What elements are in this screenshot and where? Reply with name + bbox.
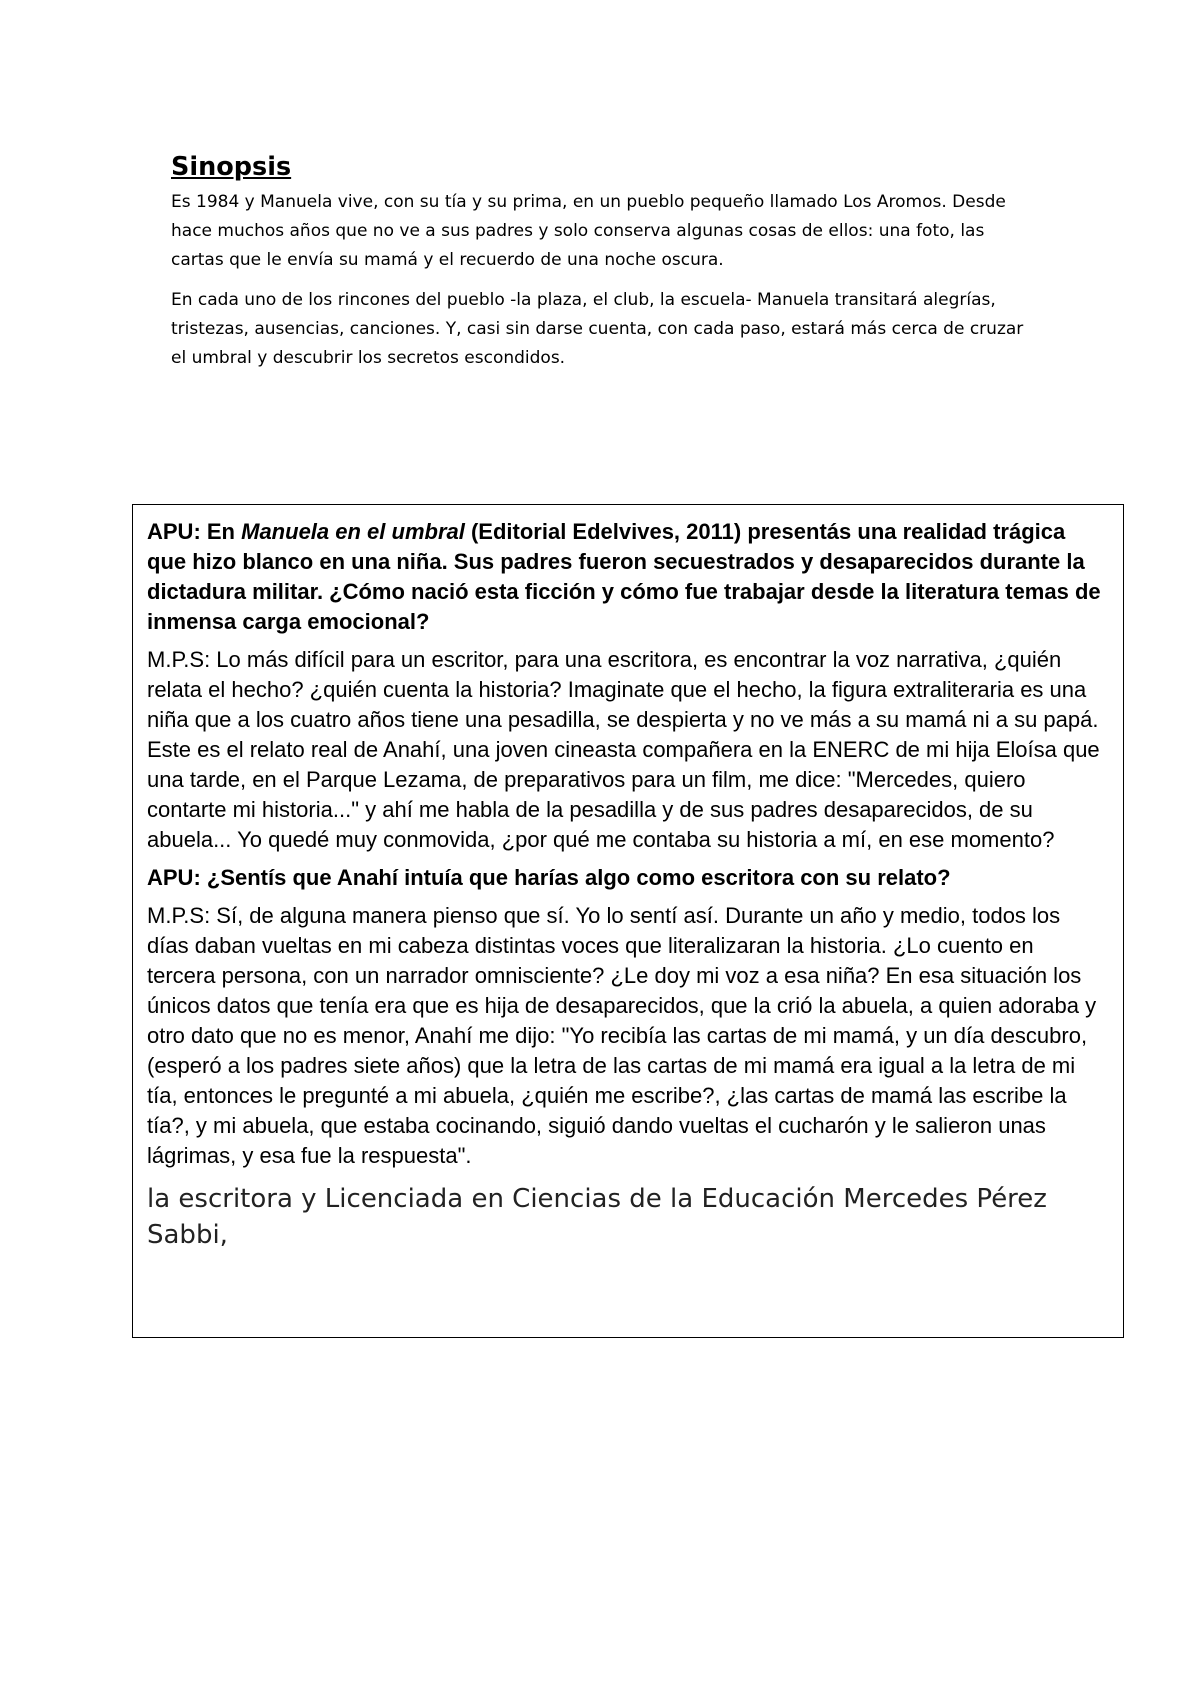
synopsis-paragraph-1: Es 1984 y Manuela vive, con su tía y su prima, en un pueblo pequeño llamado Los Aromos. Desde hace muchos años que no ve a sus padres y solo conserva algunas cosas de ellos: una foto, las cartas que le envía su mamá y el recuerdo de una noche oscura. xyxy=(171,192,1006,270)
interview-box xyxy=(132,504,1124,1338)
question-1-text: (Editorial Edelvives, 2011) presentás una realidad trágica que hizo blanco en una niña. Sus padres fueron secuestrados y desaparecidos durante la dictadura militar. ¿Cómo nació esta ficción y cómo fue trabajar desde la literatura temas de inmensa carga emocional? xyxy=(147,519,1101,634)
book-title: Manuela en el umbral xyxy=(241,519,465,544)
synopsis-section xyxy=(171,152,1031,384)
question-1-prefix: APU: En xyxy=(147,519,242,544)
interview-answer-1: M.P.S: Lo más difícil para un escritor, para una escritora, es encontrar la voz narrativa, ¿quién relata el hecho? ¿quién cuenta la historia? Imaginate que el hecho, la figura extraliteraria es una niña que a los cuatro años tiene una pesadilla, se despierta y no ve más a su mamá ni a su papá. Este es el relato real de Anahí, una joven cineasta compañera en la ENERC de mi hija Eloísa que una tarde, en el Parque Lezama, de preparativos para un film, me dice: "Mercedes, quiero contarte mi historia..." y ahí me habla de la pesadilla y de sus padres desaparecidos, de su abuela... Yo quedé muy conmovida, ¿por qué me contaba su historia a mí, en ese momento? xyxy=(147,647,1100,852)
synopsis-title: Sinopsis xyxy=(171,152,292,182)
synopsis-paragraph-2: En cada uno de los rincones del pueblo -la plaza, el club, la escuela- Manuela transitará alegrías, tristezas, ausencias, canciones. Y, casi sin darse cuenta, con cada paso, estará más cerca de cruzar el umbral y descubrir los secretos escondidos. xyxy=(171,290,1024,368)
interview-question-1 xyxy=(147,517,1105,637)
interview-answer-2: M.P.S: Sí, de alguna manera pienso que sí. Yo lo sentí así. Durante un año y medio, todos los días daban vueltas en mi cabeza distintas voces que literalizaran la historia. ¿Lo cuento en tercera persona, con un narrador omnisciente? ¿Le doy mi voz a esa niña? En esa situación los únicos datos que tenía era que es hija de desaparecidos, que la crió la abuela, a quien adoraba y otro dato que no es menor, Anahí me dijo: "Yo recibía las cartas de mi mamá, y un día descubro, (esperó a los padres siete años) que la letra de las cartas de mi mamá era igual a la letra de mi tía, entonces le pregunté a mi abuela, ¿quién me escribe?, ¿las cartas de mamá las escribe la tía?, y mi abuela, que estaba cocinando, siguió dando vueltas el cucharón y le salieron unas lágrimas, y esa fue la respuesta". xyxy=(147,903,1097,1168)
interview-question-2: APU: ¿Sentís que Anahí intuía que harías algo como escritora con su relato? xyxy=(147,865,951,890)
author-credit: la escritora y Licenciada en Ciencias de la Educación Mercedes Pérez Sabbi, xyxy=(147,1184,1047,1250)
